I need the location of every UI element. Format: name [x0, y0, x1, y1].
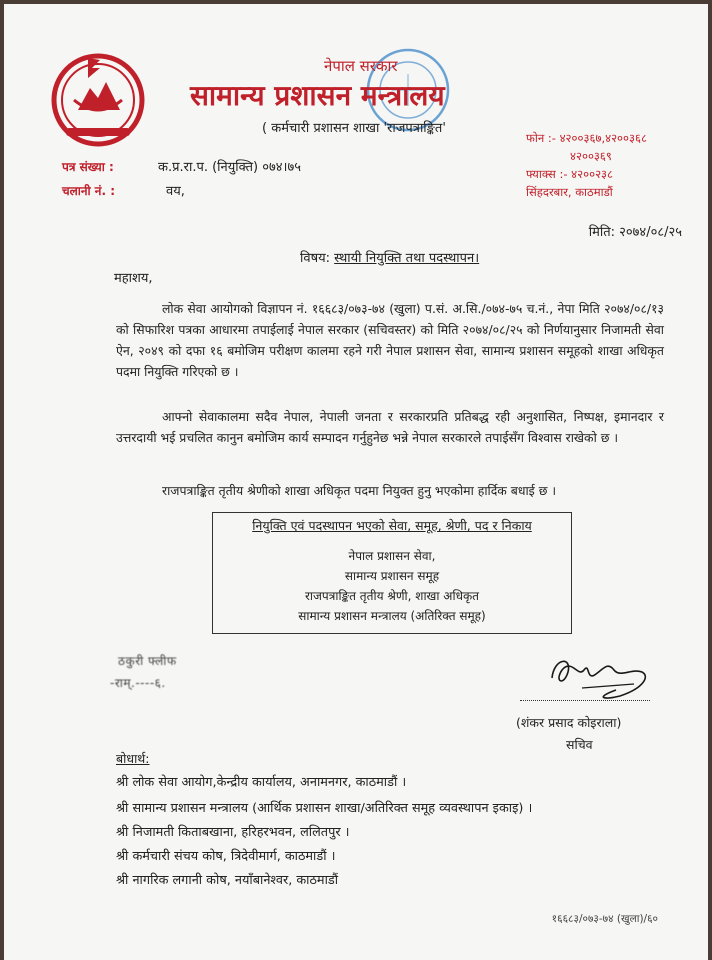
- address: सिंहदरबार, काठमाडौं: [526, 185, 613, 199]
- box-line: राजपत्राङ्कित तृतीय श्रेणी, शाखा अधिकृत: [304, 589, 480, 603]
- phone-numbers: ४२००३६७,४२००३६८: [559, 131, 647, 145]
- box-line: सामान्य प्रशासन समूह: [344, 569, 440, 583]
- box-line: सामान्य प्रशासन मन्त्रालय (अतिरिक्त समूह): [298, 609, 486, 623]
- recipient-address: -राम्.----६.: [110, 676, 166, 690]
- box-line: नेपाल प्रशासन सेवा,: [348, 549, 436, 563]
- subject-line: [300, 248, 479, 266]
- fax-number: ४२००२३८: [571, 167, 614, 181]
- cc-item: श्री लोक सेवा आयोग,केन्द्रीय कार्यालय, अनामनगर, काठमाडौं ।: [116, 775, 407, 790]
- salutation: महाशय,: [114, 271, 153, 286]
- chalani-value: वय,: [166, 184, 185, 199]
- cc-item: श्री कर्मचारी संचय कोष, त्रिदेवीमार्ग, काठमाडौं ।: [116, 849, 336, 864]
- cc-item: श्री सामान्य प्रशासन मन्त्रालय (आर्थिक प्रशासन शाखा/अतिरिक्त समूह व्यवस्थापन इकाइ) ।: [116, 801, 533, 816]
- phone-label: फोन :-: [526, 131, 556, 145]
- fax-line: [526, 166, 613, 183]
- appointment-details-box: [212, 512, 572, 634]
- signature-line: [520, 698, 650, 701]
- patra-sankhya-value: क.प्र.रा.प. (नियुक्ति) ०७४।७५: [158, 160, 301, 175]
- signer-designation: सचिव: [566, 737, 593, 752]
- letter-page: [4, 4, 708, 960]
- phone-line: [526, 130, 647, 147]
- nepal-emblem-icon: [48, 48, 148, 148]
- paragraph-2: आफ्नो सेवाकालमा सदैव नेपाल, नेपाली जनता र सरकारप्रति प्रतिबद्ध रही अनुशासित, निष्पक्ष, इमानदार र उत्तरदायी भई प्रचलित कानुन बमोजिम कार्य सम्पादन गर्नुहुनेछ भन्ने नेपाल सरकारले तपाईसँग विश्वास राखेको छ ।: [116, 409, 664, 445]
- phone-number-2: ४२००३६९: [570, 149, 612, 163]
- footer-reference: १६६८३/०७३-७४ (खुला)/६०: [551, 913, 658, 925]
- letter-date: मिति: २०७४/०८/२५: [588, 225, 682, 240]
- signer-name: (शंकर प्रसाद कोइराला): [516, 715, 622, 730]
- subject-text: स्थायी नियुक्ति तथा पदस्थापन।: [334, 251, 480, 266]
- chalani-label: चलानी नं. :: [62, 184, 116, 198]
- cc-item: श्री नागरिक लगानी कोष, नयाँबानेश्वर, काठमाडौं: [116, 873, 339, 888]
- department-name: ( कर्मचारी प्रशासन शाखा 'राजपत्राङ्कित': [262, 121, 446, 136]
- patra-sankhya-label: पत्र संख्या :: [62, 160, 114, 174]
- paragraph-3: राजपत्राङ्कित तृतीय श्रेणीको शाखा अधिकृत पदमा नियुक्त हुनु भएकोमा हार्दिक बधाई छ ।: [162, 483, 557, 498]
- fax-label: फ्याक्स :-: [526, 167, 568, 181]
- recipient-name: ठकुरी फ्लीफ: [118, 654, 177, 668]
- ministry-title: सामान्य प्रशासन मन्त्रालय: [190, 79, 445, 112]
- subject-prefix: विषय:: [300, 251, 331, 266]
- cc-item: श्री निजामती किताबखाना, हरिहरभवन, ललितपुर ।: [116, 825, 350, 840]
- cc-title: बोधार्थ:: [116, 751, 150, 766]
- box-title: नियुक्ति एवं पदस्थापन भएको सेवा, समूह, श्रेणी, पद र निकाय: [252, 518, 532, 533]
- government-name: नेपाल सरकार: [324, 57, 398, 75]
- paragraph-1: लोक सेवा आयोगको विज्ञापन नं. १६६८३/०७३-७४ (खुला) प.सं. अ.सि./०७४-७५ च.नं., नेपा मिति २०७४/०८/१३ को सिफारिश पत्रका आधारमा तपाईलाई नेपाल सरकार (सचिवस्तर) को मिति २०७४/०८/२५ को निर्णयानुसार निजामती सेवा ऐन, २०४९ को दफा १६ बमोजिम परीक्षण कालमा रहने गरी नेपाल प्रशासन सेवा, सामान्य प्रशासन समूहको शाखा अधिकृत पदमा नियुक्ति गरिएको छ ।: [116, 301, 664, 379]
